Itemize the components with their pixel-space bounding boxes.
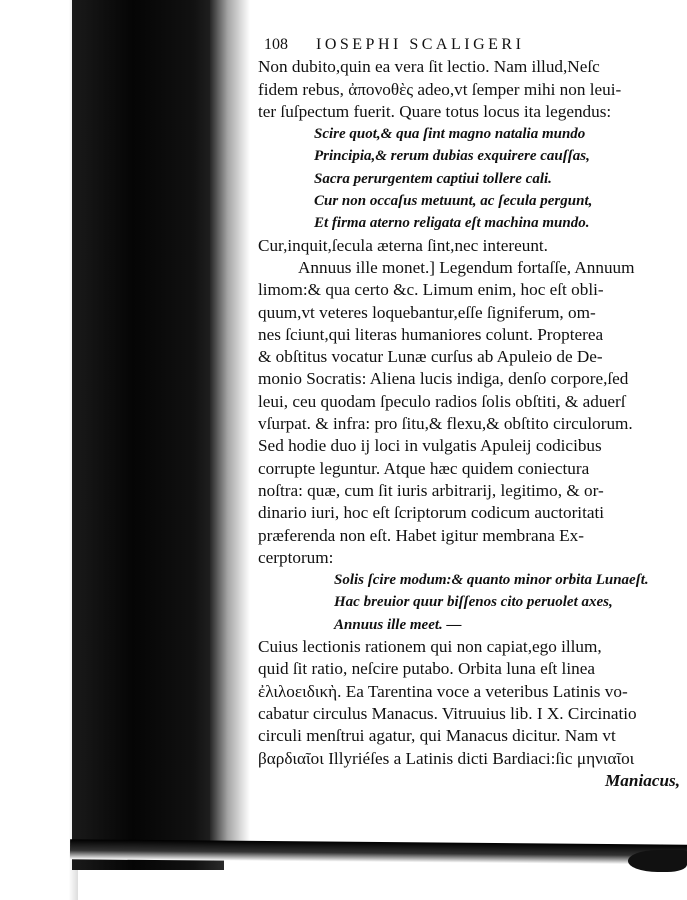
verse-line: Hac breuior quur biſſenos cito peruolet axes, <box>334 594 613 611</box>
text-line: Non dubito,quin ea vera ſit lectio. Nam illud,Neſc <box>258 57 600 77</box>
text-line: quum,vt veteres loquebantur,eſſe ſigniferum, om- <box>258 302 596 322</box>
book-binding-shadow <box>72 0 224 870</box>
text-line: noſtra: quæ, cum ſit iuris arbitrarij, legitimo, & or- <box>258 480 604 500</box>
text-line: Annuus ille monet.] Legendum fortaſſe, Annuum <box>298 257 635 277</box>
text-line: Cur,inquit,ſecula æterna ſint,nec intereunt. <box>258 235 548 255</box>
running-header <box>258 34 686 56</box>
text-line: fidem rebus, ἀπονοθὲς adeo,vt ſemper mihi non leui- <box>258 79 622 99</box>
left-page-edge <box>0 0 78 900</box>
verse-line: Cur non occaſus metuunt, ac ſecula pergunt, <box>314 193 593 210</box>
text-line: præferenda non eſt. Habet igitur membrana Ex- <box>258 525 584 545</box>
running-title: IOSEPHI SCALIGERI <box>316 36 525 53</box>
verse-line: Scire quot,& qua ſint magno natalia mundo <box>314 126 586 143</box>
text-line: monio Socratis: Aliena lucis indiga, denſo corpore,ſed <box>258 369 629 389</box>
text-line: Cuius lectionis rationem qui non capiat,ego illum, <box>258 637 602 657</box>
verse-line: Et firma aterno religata eſt machina mundo. <box>314 215 590 232</box>
text-line: dinario iuri, hoc eſt ſcriptorum codicum auctoritati <box>258 503 605 523</box>
verse-line: Solis ſcire modum:& quanto minor orbita Lunaeſt. <box>334 572 649 589</box>
text-line: quid ſit ratio, neſcire putabo. Orbita luna eſt linea <box>258 659 595 679</box>
verse-line: Sacra perurgentem captiui tollere cali. <box>314 170 552 187</box>
text-line: Sed hodie duo ij loci in vulgatis Apuleij codicibus <box>258 436 602 456</box>
page-number: 108 <box>264 36 288 53</box>
text-line: corrupte leguntur. Atque hæc quidem coniectura <box>258 458 590 478</box>
gutter-shadow <box>210 0 250 860</box>
text-line: leui, ceu quodam ſpeculo radios ſolis obſtiti, & aduerſ <box>258 391 626 411</box>
text-line: cerptorum: <box>258 547 334 567</box>
text-line: ἐλιλοειδικὴ. Ea Tarentina voce a veteribus Latinis vo- <box>258 681 628 701</box>
verse-line: Principia,& rerum dubias exquirere cauſſas, <box>314 148 590 165</box>
text-line: βαρδιαῖοι Illyriéſes a Latinis dicti Bardiaci:ſic μηνιαῖοι <box>258 748 635 768</box>
text-line: nes ſciunt,qui literas humaniores colunt. Propterea <box>258 324 604 344</box>
verse-line: Annuus ille meet. — <box>334 616 462 633</box>
text-line: limom:& qua certo &c. Limum enim, hoc eſt obli- <box>258 280 604 300</box>
page-text-block <box>258 34 686 792</box>
text-line: vſurpat. & infra: pro ſitu,& flexu,& obſtito circulorum. <box>258 414 633 434</box>
page-corner-curl <box>628 850 687 872</box>
text-line: ter ſuſpectum fuerit. Quare totus locus ita legendus: <box>258 101 612 121</box>
text-line: & obſtitus vocatur Lunæ curſus ab Apuleio de De- <box>258 347 603 367</box>
text-line: cabatur circulus Manacus. Vitruuius lib. I X. Circinatio <box>258 703 637 723</box>
catchword: Maniacus, <box>605 770 680 790</box>
text-line: circuli menſtrui agatur, qui Manacus dicitur. Nam vt <box>258 726 616 746</box>
